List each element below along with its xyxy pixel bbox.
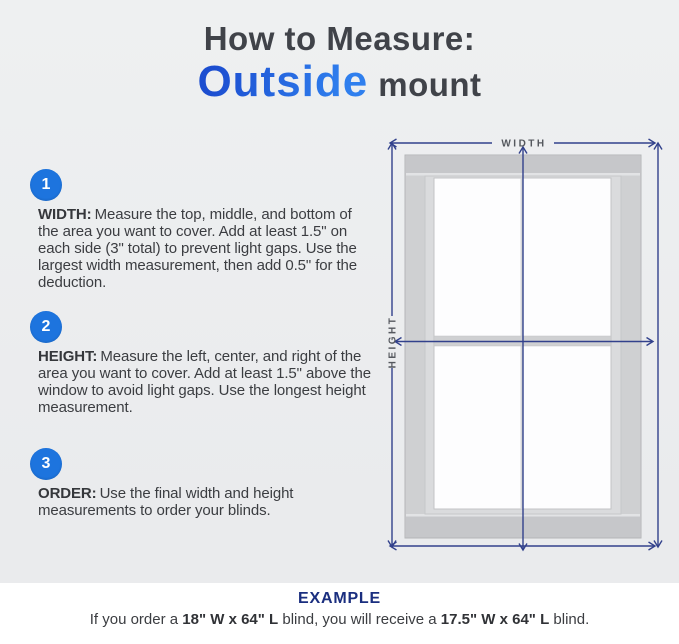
- title-line1: How to Measure:: [203, 20, 476, 57]
- example-ordered-size: 18" W x 64" L: [182, 611, 279, 628]
- example-footer: [0, 583, 679, 644]
- step-3-text: [38, 485, 375, 519]
- page-title: [0, 22, 679, 105]
- step-width: [30, 169, 375, 291]
- step-3-badge: 3: [30, 448, 62, 480]
- example-received-size: 17.5" W x 64" L: [440, 611, 550, 628]
- example-heading: EXAMPLE: [298, 590, 381, 607]
- step-1-label: WIDTH:: [38, 206, 92, 223]
- example-sentence: [0, 611, 679, 628]
- step-2-label: HEIGHT:: [38, 348, 98, 365]
- example-seg-1: If you order a: [89, 611, 183, 628]
- step-2-text: [38, 348, 375, 416]
- step-order: [30, 448, 375, 519]
- step-2-badge: 2: [30, 311, 62, 343]
- height-dimension-label: HEIGHT: [387, 315, 399, 369]
- example-seg-3: blind, you will receive a: [278, 611, 441, 628]
- title-highlight-outside: Outside: [197, 56, 369, 106]
- example-seg-5: blind.: [549, 611, 590, 628]
- title-suffix-mount: mount: [378, 65, 482, 103]
- step-1-badge: 1: [30, 169, 62, 201]
- step-1-body: Measure the top, middle, and bottom of the area you want to cover. Add at least 1.5" on each side (3" total) to prevent light gaps. Use the largest width measurement, then add 0.5" for the deduction.: [38, 206, 358, 291]
- step-height: [30, 311, 375, 416]
- width-dimension-label: WIDTH: [501, 138, 547, 150]
- step-2-body: Measure the left, center, and right of the area you want to cover. Add at least 1.5" above the window to avoid light gaps. Use the longest height measurement.: [38, 348, 371, 416]
- window-diagram-svg: [380, 130, 672, 562]
- step-1-text: [38, 206, 375, 291]
- step-3-label: ORDER:: [38, 485, 97, 502]
- step-3-body: Use the final width and height measurements to order your blinds.: [38, 485, 294, 519]
- window-measure-diagram: [380, 130, 672, 562]
- title-line2: [0, 56, 679, 106]
